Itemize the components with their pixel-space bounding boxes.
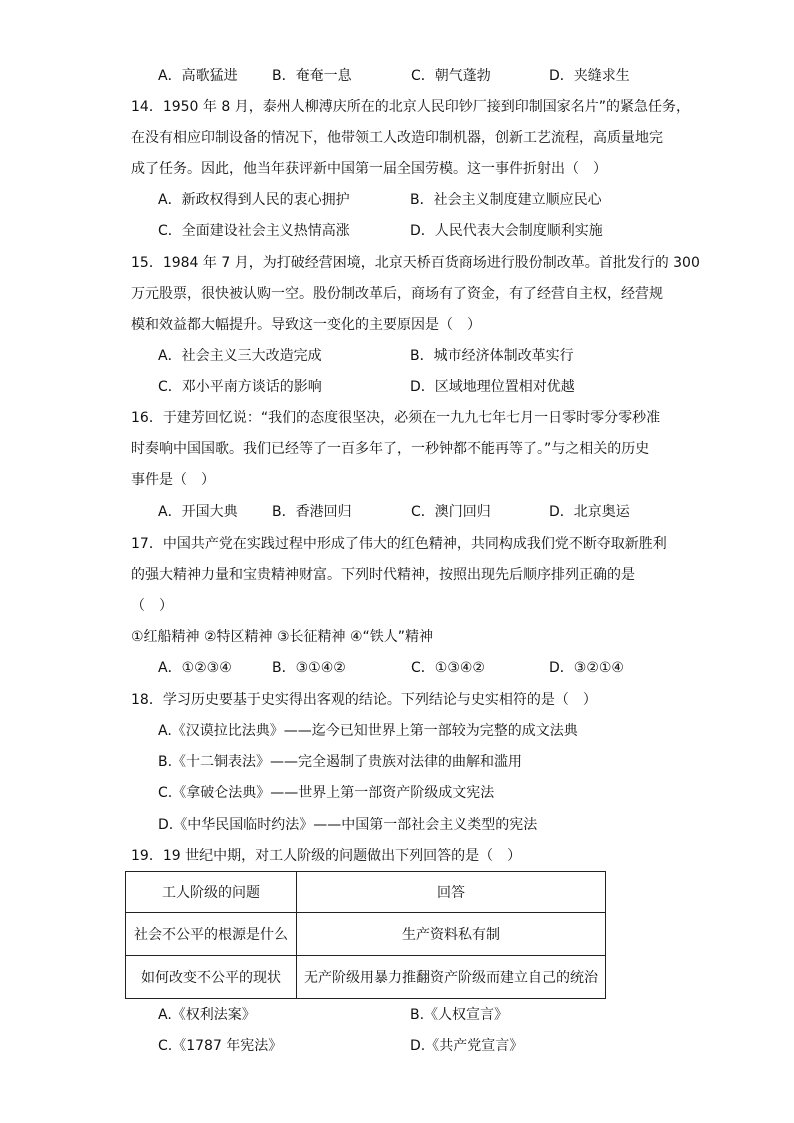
table-cell: 无产阶级用暴力推翻资产阶级而建立自己的统治 xyxy=(297,956,606,999)
q17-stem-line-2: 的强大精神力量和宝贵精神财富。下列时代精神，按照出现先后顺序排列正确的是 xyxy=(131,567,635,583)
table-cell: 社会不公平的根源是什么 xyxy=(126,913,297,956)
q16-option-a: A．开国大典 xyxy=(158,504,238,520)
q16-stem-line-2: 时奏响中国国歌。我们已经等了一百多年了，一秒钟都不能再等了。”与之相关的历史 xyxy=(131,441,650,457)
q13-option-d: D．夹缝求生 xyxy=(549,68,630,84)
q19-option-a: A.《权利法案》 xyxy=(158,1007,256,1023)
q17-option-c: C．①③④② xyxy=(411,660,485,676)
q17-option-d: D．③②①④ xyxy=(549,660,624,676)
q15-option-d: D．区域地理位置相对优越 xyxy=(410,379,575,395)
q15-option-b: B．城市经济体制改革实行 xyxy=(410,348,574,364)
q15-option-a: A．社会主义三大改造完成 xyxy=(158,348,322,364)
table-row xyxy=(126,913,606,956)
q17-stem-line-3: （ ） xyxy=(131,598,173,614)
table-header-cell: 工人阶级的问题 xyxy=(126,872,297,913)
q16-option-d: D．北京奥运 xyxy=(549,504,630,520)
q18-option-d: D.《中华民国临时约法》——中国第一部社会主义类型的宪法 xyxy=(158,817,538,833)
q13-option-c: C．朝气蓬勃 xyxy=(411,68,491,84)
q17-option-b: B．③①④② xyxy=(272,660,346,676)
q17-items: ①红船精神 ②特区精神 ③长征精神 ④“铁人”精神 xyxy=(131,629,434,645)
q19-stem-line-1: 19．19 世纪中期，对工人阶级的问题做出下列回答的是（ ） xyxy=(131,848,522,864)
q18-option-b: B.《十二铜表法》——完全遏制了贵族对法律的曲解和滥用 xyxy=(158,754,523,770)
q16-stem-line-1: 16．于建芳回忆说：“我们的态度很坚决，必须在一九九七年七月一日零时零分零秒准 xyxy=(131,410,661,426)
q19-option-b: B.《人权宣言》 xyxy=(410,1007,509,1023)
q18-option-a: A.《汉谟拉比法典》——迄今已知世界上第一部较为完整的成文法典 xyxy=(158,723,578,739)
q15-stem-line-1: 15．1984 年 7 月，为打破经营困境，北京天桥百货商场进行股份制改革。首批发行的 300 xyxy=(131,255,700,271)
table-row xyxy=(126,956,606,999)
q18-option-c: C.《拿破仑法典》——世界上第一部资产阶级成文宪法 xyxy=(158,785,495,801)
q16-stem-line-3: 事件是（ ） xyxy=(131,472,215,488)
q13-option-a: A．高歌猛进 xyxy=(158,68,238,84)
q14-option-c: C．全面建设社会主义热情高涨 xyxy=(158,223,350,239)
q14-option-d: D．人民代表大会制度顺利实施 xyxy=(410,223,603,239)
q17-option-a: A．①②③④ xyxy=(158,660,232,676)
q14-stem-line-3: 成了任务。因此，他当年获评新中国第一届全国劳模。这一事件折射出（ ） xyxy=(131,161,607,177)
q19-option-c: C.《1787 年宪法》 xyxy=(158,1038,283,1054)
q15-stem-line-2: 万元股票，很快被认购一空。股份制改革后，商场有了资金，有了经营自主权，经营规 xyxy=(131,286,663,302)
table-header-cell: 回答 xyxy=(297,872,606,913)
q16-option-c: C．澳门回归 xyxy=(411,504,491,520)
q14-option-a: A．新政权得到人民的衷心拥护 xyxy=(158,192,350,208)
q15-stem-line-3: 模和效益都大幅提升。导致这一变化的主要原因是（ ） xyxy=(131,317,481,333)
table-cell: 生产资料私有制 xyxy=(297,913,606,956)
q14-stem-line-1: 14．1950 年 8 月，泰州人柳溥庆所在的北京人民印钞厂接到印制国家名片”的紧急任务， xyxy=(131,99,690,115)
q13-option-b: B．奄奄一息 xyxy=(272,68,352,84)
q16-option-b: B．香港回归 xyxy=(272,504,352,520)
q14-stem-line-2: 在没有相应印制设备的情况下，他带领工人改造印制机器，创新工艺流程，高质量地完 xyxy=(131,130,663,146)
q18-stem-line-1: 18．学习历史要基于史实得出客观的结论。下列结论与史实相符的是（ ） xyxy=(131,692,597,708)
q17-stem-line-1: 17．中国共产党在实践过程中形成了伟大的红色精神，共同构成我们党不断夺取新胜利 xyxy=(131,536,667,552)
q19-table xyxy=(125,871,606,999)
q19-option-d: D.《共产党宣言》 xyxy=(410,1038,524,1054)
table-header-row xyxy=(126,872,606,913)
table-cell: 如何改变不公平的现状 xyxy=(126,956,297,999)
q15-option-c: C．邓小平南方谈话的影响 xyxy=(158,379,322,395)
q14-option-b: B．社会主义制度建立顺应民心 xyxy=(410,192,602,208)
